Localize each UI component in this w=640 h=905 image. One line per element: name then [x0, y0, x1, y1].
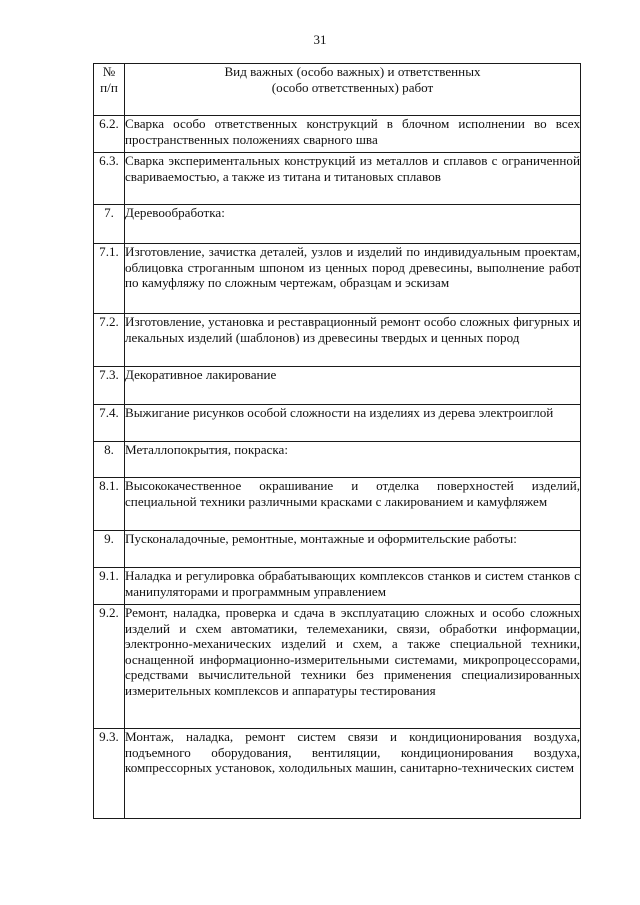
table-row: [94, 244, 581, 314]
row-number: 6.3.: [94, 153, 125, 205]
row-text: Ремонт, наладка, проверка и сдача в эксплуатацию сложных и особо сложных изделий и схем автоматики, телемеханики, связи, обработки информации, электронно-механических изделий и схем, а также специальной техники, оснащенной информационно-измерительными системами, микропроцессорами, средствами вычислительной техники без применения специализированных измерительных комплексов и аппаратуры тестирования: [125, 605, 581, 729]
header-number-symbol: №: [102, 64, 116, 79]
row-number: 7.4.: [94, 405, 125, 442]
table-row: [94, 442, 581, 478]
row-text: Декоративное лакирование: [125, 367, 581, 405]
row-number: 8.: [94, 442, 125, 478]
row-number: 9.1.: [94, 568, 125, 605]
row-text: Пусконаладочные, ремонтные, монтажные и оформительские работы:: [125, 531, 581, 568]
row-number: 9.2.: [94, 605, 125, 729]
table-row: [94, 205, 581, 244]
row-text: Выжигание рисунков особой сложности на изделиях из дерева электроиглой: [125, 405, 581, 442]
row-number: 6.2.: [94, 116, 125, 153]
header-number-label: п/п: [100, 79, 118, 95]
page-number: 31: [313, 32, 327, 47]
row-number: 7.2.: [94, 314, 125, 367]
row-text: Сварка особо ответственных конструкций в блочном исполнении во всех пространственных положениях сварного шва: [125, 116, 581, 153]
row-number: 7.3.: [94, 367, 125, 405]
table-row: [94, 605, 581, 729]
table-row: [94, 314, 581, 367]
table-row: [94, 405, 581, 442]
row-number: 7.: [94, 205, 125, 244]
row-text: Изготовление, зачистка деталей, узлов и изделий по индивидуальным проектам, облицовка строганным шпоном из ценных пород древесины, выполнение работ по камуфляжу по сложным чертежам, образцам и эскизам: [125, 244, 581, 314]
table-row: [94, 568, 581, 605]
table-row: [94, 478, 581, 531]
table-row: [94, 116, 581, 153]
row-number: 8.1.: [94, 478, 125, 531]
table-row: [94, 729, 581, 819]
table-row: [94, 153, 581, 205]
row-text: Наладка и регулировка обрабатывающих комплексов станков и систем станков с манипуляторами и программным управлением: [125, 568, 581, 605]
row-text: Металлопокрытия, покраска:: [125, 442, 581, 478]
row-text: Сварка экспериментальных конструкций из металлов и сплавов с ограниченной свариваемостью, а также из титана и титановых сплавов: [125, 153, 581, 205]
header-title-line1: Вид важных (особо важных) и ответственных: [224, 64, 481, 79]
row-text: Высококачественное окрашивание и отделка поверхностей изделий, специальной техники различными красками с лакированием и камуфляжем: [125, 478, 581, 531]
row-text: Монтаж, наладка, ремонт систем связи и кондиционирования воздуха, подъемного оборудования, вентиляции, кондиционирования воздуха, компрессорных установок, холодильных машин, санитарно-технических систем: [125, 729, 581, 819]
row-number: 7.1.: [94, 244, 125, 314]
header-title-cell: [125, 64, 581, 116]
works-table: [93, 63, 581, 819]
table-header-row: [94, 64, 581, 116]
row-number: 9.3.: [94, 729, 125, 819]
row-number: 9.: [94, 531, 125, 568]
table-row: [94, 531, 581, 568]
row-text: Изготовление, установка и реставрационный ремонт особо сложных фигурных и лекальных изделий (шаблонов) из древесины твердых и ценных пород: [125, 314, 581, 367]
table-row: [94, 367, 581, 405]
header-number-cell: [94, 64, 125, 116]
row-text: Деревообработка:: [125, 205, 581, 244]
header-title-line2: (особо ответственных) работ: [271, 79, 434, 95]
